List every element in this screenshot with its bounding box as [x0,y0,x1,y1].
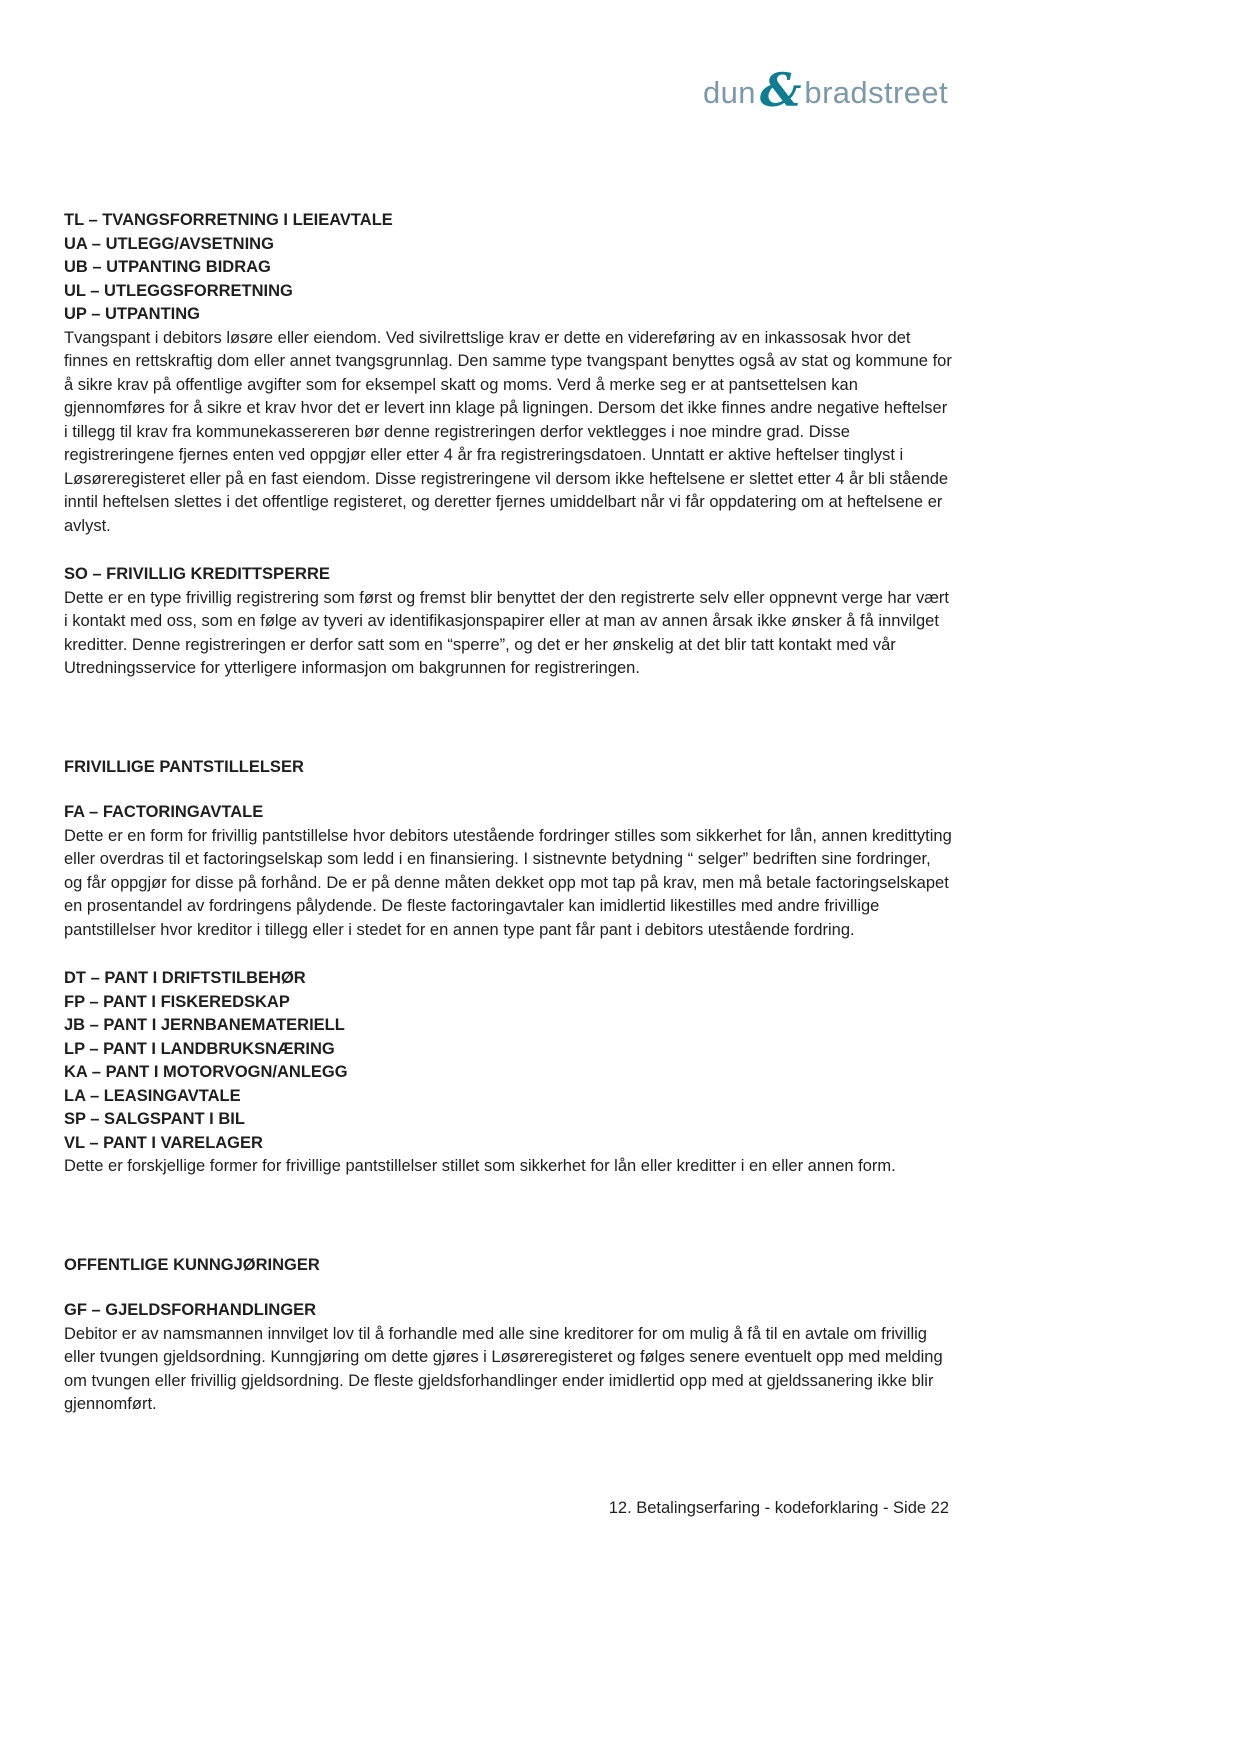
logo-text-bradstreet: bradstreet [804,75,948,110]
code-heading: LP – PANT I LANDBRUKSNÆRING [64,1039,335,1058]
code-heading: DT – PANT I DRIFTSTILBEHØR [64,969,306,987]
document-body [64,209,952,1442]
paragraph: Debitor er av namsmannen innvilget lov til å forhandle med alle sine kreditorer for om mulig å få til en avtale om frivillig eller tvungen gjeldsordning. Kunngjøring om dette gjøres i Løsøreregisteret og følges senere eventuelt opp med melding om tvungen eller frivillig gjeldsordning. De fleste gjeldsforhandlinger ender imidlertid opp med at gjeldssanering ikke blir gjennomført. [64,1324,943,1413]
logo-ampersand-icon: & [759,63,802,117]
code-heading: UL – UTLEGGSFORRETNING [64,281,293,300]
code-heading: FA – FACTORINGAVTALE [64,803,264,821]
code-block [64,563,952,681]
code-block [64,209,952,538]
code-heading: GF – GJELDSFORHANDLINGER [64,1301,317,1319]
section-title: FRIVILLIGE PANTSTILLELSER [64,757,304,776]
code-block [64,801,952,942]
paragraph: Dette er en type frivillig registrering som først og fremst blir benyttet der den registrerte selv eller oppnevnt verge har vært i kontakt med oss, som en følge av tyveri av identifikasjonspapirer eller at man av annen årsak ikke ønsker å få innvilget kreditter. Denne registreringen er derfor satt som en “sperre”, og det er her ønskelig at det blir tatt kontakt med vår Utredningsservice for ytterligere informasjon om bakgrunnen for registreringen. [64,588,949,677]
code-heading: UB – UTPANTING BIDRAG [64,258,271,276]
code-heading: FP – PANT I FISKEREDSKAP [64,992,290,1011]
code-heading: TL – TVANGSFORRETNING I LEIEAVTALE [64,211,393,229]
code-heading: UP – UTPANTING [64,305,200,323]
paragraph: Dette er forskjellige former for frivillige pantstillelser stillet som sikkerhet for lån eller kreditter i en eller annen form. [64,1157,896,1175]
code-heading: UA – UTLEGG/AVSETNING [64,234,274,253]
code-heading: JB – PANT I JERNBANEMATERIELL [64,1016,345,1034]
page-footer: 12. Betalingserfaring - kodeforklaring - Side 22 [608,1499,949,1517]
paragraph: Dette er en form for frivillig pantstillelse hvor debitors utestående fordringer stilles som sikkerhet for lån, annen kredittyting eller overdras til et factoringselskap som ledd i en finansiering. I sistnevnte betydning “ selger” bedriften sine fordringer, og får oppgjør for disse på forhånd. De er på denne måten dekket opp mot tap på krav, men må betale factoringselskapet en prosentandel av fordringens pålydende. De fleste factoringavtaler kan imidlertid likestilles med andre frivillige pantstillelser hvor kreditor i tillegg eller i stedet for en annen type pant får pant i debitors utestående fordring. [64,826,952,939]
code-heading: LA – LEASINGAVTALE [64,1086,241,1105]
section-title: OFFENTLIGE KUNNGJØRINGER [64,1255,320,1274]
paragraph: Tvangspant i debitors løsøre eller eiendom. Ved sivilrettslige krav er dette en videreføring av en inkassosak hvor det finnes en rettskraftig dom eller annet tvangsgrunnlag. Den samme type tvangspant benyttes også av stat og kommune for å sikre krav på offentlige avgifter som for eksempel skatt og moms. Verd å merke seg er at pantsettelsen kan gjennomføres for å sikre et krav hvor det er levert inn klage på ligningen. Dersom det ikke finnes andre negative heftelser i tillegg til krav fra kommunekassereren bør denne registreringen derfor vektlegges i noe mindre grad. Disse registreringene fjernes enten ved oppgjør eller etter 4 år fra registreringsdatoen. Unntatt er aktive heftelser tinglyst i Løsøreregisteret eller på en fast eiendom. Disse registreringene vil dersom ikke heftelsene er slettet etter 4 år bli stående inntil heftelsen slettes i det offentlige registeret, og deretter fjernes umiddelbart når vi får oppdatering om at heftelsene er avlyst. [64,328,952,535]
code-block [64,1299,952,1417]
code-heading: SO – FRIVILLIG KREDITTSPERRE [64,565,330,583]
code-heading: SP – SALGSPANT I BIL [64,1110,245,1128]
code-heading: KA – PANT I MOTORVOGN/ANLEGG [64,1063,348,1081]
logo-text-dun: dun [702,75,756,110]
code-block [64,967,952,1179]
code-heading: VL – PANT I VARELAGER [64,1133,263,1152]
dnb-logo [702,63,948,117]
